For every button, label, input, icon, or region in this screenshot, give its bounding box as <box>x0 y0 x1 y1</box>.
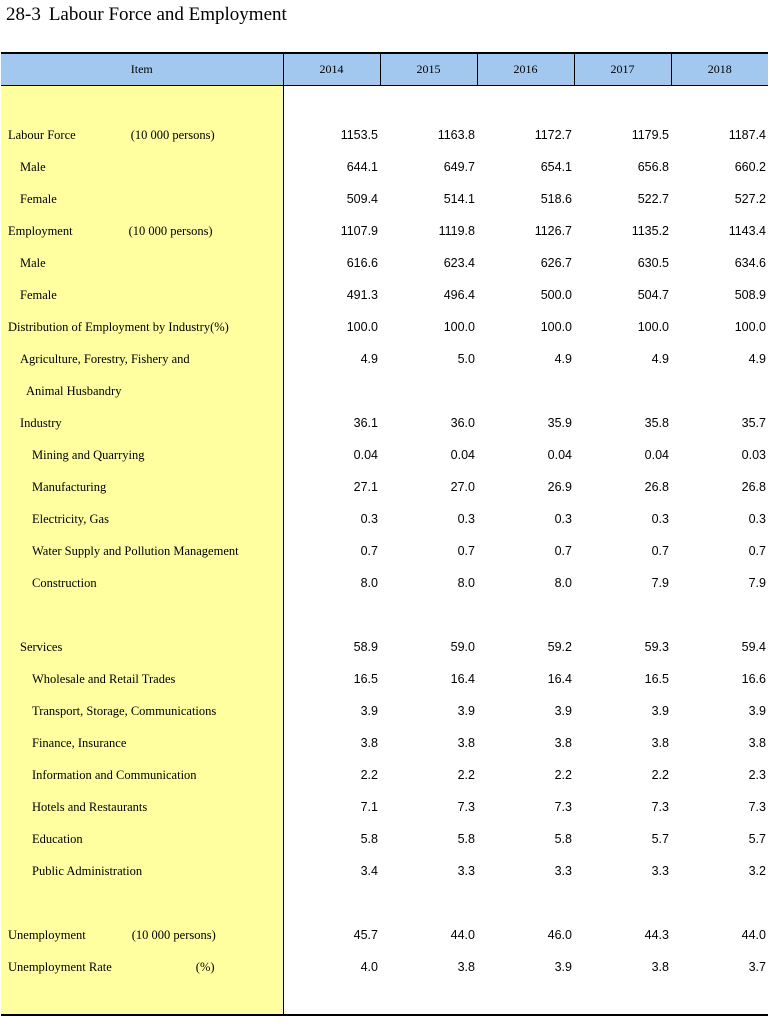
value-cell: 623.4 <box>443 256 475 270</box>
table-row <box>1 695 768 727</box>
value-cell: 100.0 <box>734 320 766 334</box>
value-cell <box>283 599 380 631</box>
item-cell <box>1 951 283 983</box>
row-label: Electricity, Gas <box>32 511 109 526</box>
row-label: Education <box>32 831 83 846</box>
value-cell: 514.1 <box>443 192 475 206</box>
value-cell: 44.3 <box>644 928 669 942</box>
value-cell: 4.9 <box>651 352 669 366</box>
value-cell: 3.8 <box>651 960 669 974</box>
value-cell: 0.04 <box>353 448 378 462</box>
value-cell: 45.7 <box>353 928 378 942</box>
value-cell: 3.3 <box>651 864 669 878</box>
table-row <box>1 151 768 183</box>
value-cell: 7.9 <box>651 576 669 590</box>
column-header-year: 2016 <box>477 53 574 86</box>
item-cell <box>1 823 283 855</box>
table-row <box>1 951 768 983</box>
value-cell: 59.3 <box>644 640 669 654</box>
item-cell <box>1 151 283 183</box>
value-cell <box>283 887 380 919</box>
row-label: Male <box>20 255 46 270</box>
page-title <box>6 4 287 26</box>
item-cell <box>1 663 283 695</box>
table-row <box>1 503 768 535</box>
item-cell <box>1 215 283 247</box>
value-cell: 508.9 <box>734 288 766 302</box>
value-cell <box>380 375 477 407</box>
table-row <box>1 311 768 343</box>
item-cell <box>1 279 283 311</box>
value-cell: 3.7 <box>748 960 766 974</box>
value-cell: 496.4 <box>443 288 475 302</box>
value-cell: 1163.8 <box>437 128 475 142</box>
item-cell <box>1 599 283 631</box>
row-label: Industry <box>20 415 62 430</box>
table-row <box>1 343 768 375</box>
row-label: Labour Force <box>8 127 76 142</box>
value-cell <box>477 887 574 919</box>
item-cell <box>1 86 283 120</box>
table-row <box>1 631 768 663</box>
header-row <box>1 53 768 86</box>
item-cell <box>1 727 283 759</box>
value-cell <box>671 887 768 919</box>
table-row <box>1 791 768 823</box>
row-label: Distribution of Employment by Industry(%) <box>8 319 229 334</box>
value-cell: 3.8 <box>554 736 572 750</box>
value-cell: 5.0 <box>457 352 475 366</box>
value-cell: 660.2 <box>734 160 766 174</box>
item-cell <box>1 887 283 919</box>
item-cell <box>1 919 283 951</box>
table-row <box>1 663 768 695</box>
value-cell: 3.8 <box>651 736 669 750</box>
value-cell: 2.2 <box>554 768 572 782</box>
value-cell: 0.03 <box>741 448 766 462</box>
table-title: Labour Force and Employment <box>48 4 287 25</box>
value-cell: 1179.5 <box>631 128 669 142</box>
value-cell: 35.8 <box>644 416 669 430</box>
item-cell <box>1 375 283 407</box>
value-cell: 2.2 <box>360 768 378 782</box>
value-cell <box>671 599 768 631</box>
value-cell: 0.3 <box>748 512 766 526</box>
value-cell: 7.9 <box>748 576 766 590</box>
value-cell: 100.0 <box>540 320 572 334</box>
item-cell <box>1 983 283 1015</box>
table-row <box>1 727 768 759</box>
table-row <box>1 375 768 407</box>
value-cell <box>671 375 768 407</box>
value-cell: 16.4 <box>547 672 572 686</box>
row-label: Manufacturing <box>32 479 107 494</box>
value-cell <box>574 599 671 631</box>
value-cell: 4.9 <box>748 352 766 366</box>
row-label: Animal Husbandry <box>26 383 122 398</box>
value-cell: 100.0 <box>443 320 475 334</box>
value-cell: 0.04 <box>450 448 475 462</box>
value-cell: 1135.2 <box>631 224 669 238</box>
row-label: Services <box>20 639 63 654</box>
value-cell: 59.0 <box>450 640 475 654</box>
table-row <box>1 759 768 791</box>
value-cell: 2.3 <box>748 768 766 782</box>
value-cell: 3.8 <box>748 736 766 750</box>
value-cell: 649.7 <box>443 160 475 174</box>
table-row <box>1 183 768 215</box>
row-label: Information and Communication <box>32 767 197 782</box>
row-label: Unemployment <box>8 927 86 942</box>
item-cell <box>1 695 283 727</box>
value-cell: 100.0 <box>346 320 378 334</box>
table-row <box>1 247 768 279</box>
value-cell: 3.9 <box>457 704 475 718</box>
item-cell <box>1 247 283 279</box>
value-cell: 0.7 <box>554 544 572 558</box>
value-cell: 0.7 <box>651 544 669 558</box>
value-cell: 0.3 <box>360 512 378 526</box>
value-cell: 3.9 <box>554 960 572 974</box>
row-label: Transport, Storage, Communications <box>32 703 217 718</box>
item-cell <box>1 471 283 503</box>
value-cell: 16.6 <box>741 672 766 686</box>
value-cell: 644.1 <box>346 160 378 174</box>
row-label: Unemployment Rate <box>8 959 112 974</box>
item-cell <box>1 119 283 151</box>
item-cell <box>1 791 283 823</box>
value-cell: 3.9 <box>554 704 572 718</box>
row-label: Wholesale and Retail Trades <box>32 671 176 686</box>
value-cell: 0.7 <box>360 544 378 558</box>
value-cell: 7.1 <box>360 800 378 814</box>
value-cell: 0.7 <box>457 544 475 558</box>
value-cell: 3.8 <box>457 736 475 750</box>
value-cell: 1143.4 <box>728 224 766 238</box>
spacer-row <box>1 86 768 120</box>
value-cell: 3.4 <box>360 864 378 878</box>
item-cell <box>1 759 283 791</box>
value-cell <box>380 599 477 631</box>
value-cell: 518.6 <box>540 192 572 206</box>
value-cell: 1172.7 <box>534 128 572 142</box>
value-cell: 35.9 <box>547 416 572 430</box>
value-cell: 16.4 <box>450 672 475 686</box>
item-cell <box>1 343 283 375</box>
row-unit: (10 000 persons) <box>130 127 215 142</box>
value-cell: 100.0 <box>637 320 669 334</box>
value-cell: 3.3 <box>554 864 572 878</box>
value-cell: 491.3 <box>346 288 378 302</box>
row-label: Public Administration <box>32 863 143 878</box>
value-cell: 8.0 <box>457 576 475 590</box>
value-cell: 8.0 <box>554 576 572 590</box>
column-header-year: 2018 <box>671 53 768 86</box>
value-cell: 26.8 <box>741 480 766 494</box>
value-cell: 3.3 <box>457 864 475 878</box>
value-cell: 7.3 <box>748 800 766 814</box>
row-label: Water Supply and Pollution Management <box>32 543 239 558</box>
value-cell <box>574 887 671 919</box>
value-cell: 35.7 <box>741 416 766 430</box>
row-label: Male <box>20 159 46 174</box>
item-cell <box>1 503 283 535</box>
item-cell <box>1 311 283 343</box>
item-cell <box>1 407 283 439</box>
table-row <box>1 407 768 439</box>
row-unit: (10 000 persons) <box>128 223 213 238</box>
value-cell: 634.6 <box>734 256 766 270</box>
value-cell: 626.7 <box>540 256 572 270</box>
value-cell: 522.7 <box>637 192 669 206</box>
value-cell: 4.0 <box>360 960 378 974</box>
value-cell: 44.0 <box>741 928 766 942</box>
value-cell: 504.7 <box>637 288 669 302</box>
value-cell: 4.9 <box>360 352 378 366</box>
row-label: Construction <box>32 575 97 590</box>
item-cell <box>1 439 283 471</box>
value-cell: 36.1 <box>353 416 378 430</box>
value-cell: 5.8 <box>360 832 378 846</box>
value-cell: 630.5 <box>637 256 669 270</box>
table-row <box>1 567 768 599</box>
item-cell <box>1 855 283 887</box>
value-cell <box>380 887 477 919</box>
row-label: Hotels and Restaurants <box>32 799 148 814</box>
value-cell: 59.4 <box>741 640 766 654</box>
value-cell: 0.3 <box>651 512 669 526</box>
table-row <box>1 439 768 471</box>
table-row <box>1 471 768 503</box>
item-cell <box>1 567 283 599</box>
row-label: Finance, Insurance <box>32 735 127 750</box>
value-cell: 46.0 <box>547 928 572 942</box>
value-cell: 3.9 <box>748 704 766 718</box>
value-cell: 5.7 <box>651 832 669 846</box>
value-cell: 3.2 <box>748 864 766 878</box>
value-cell <box>477 599 574 631</box>
table-row <box>1 119 768 151</box>
value-cell: 0.3 <box>457 512 475 526</box>
row-label: Agriculture, Forestry, Fishery and <box>20 351 190 366</box>
value-cell: 1119.8 <box>438 224 475 238</box>
value-cell: 26.9 <box>547 480 572 494</box>
value-cell: 0.3 <box>554 512 572 526</box>
value-cell: 1187.4 <box>728 128 766 142</box>
value-cell: 0.04 <box>644 448 669 462</box>
column-header-item: Item <box>1 53 283 86</box>
row-unit: (10 000 persons) <box>131 927 216 942</box>
row-label: Female <box>20 287 57 302</box>
row-unit: (%) <box>195 959 215 974</box>
labour-force-table <box>1 52 768 1016</box>
value-cell: 527.2 <box>734 192 766 206</box>
value-cell: 3.8 <box>457 960 475 974</box>
table-number: 28-3 <box>6 4 41 25</box>
item-cell <box>1 631 283 663</box>
value-cell: 3.9 <box>651 704 669 718</box>
table-row <box>1 599 768 631</box>
value-cell: 26.8 <box>644 480 669 494</box>
table-row <box>1 279 768 311</box>
value-cell: 7.3 <box>651 800 669 814</box>
value-cell: 16.5 <box>353 672 378 686</box>
value-cell: 2.2 <box>651 768 669 782</box>
value-cell <box>477 375 574 407</box>
table-row <box>1 535 768 567</box>
value-cell: 0.7 <box>748 544 766 558</box>
value-cell: 616.6 <box>346 256 378 270</box>
value-cell: 27.0 <box>450 480 475 494</box>
table-row <box>1 887 768 919</box>
value-cell: 36.0 <box>450 416 475 430</box>
value-cell: 1126.7 <box>534 224 572 238</box>
column-header-year: 2017 <box>574 53 671 86</box>
value-cell: 500.0 <box>540 288 572 302</box>
value-cell <box>574 375 671 407</box>
value-cell: 58.9 <box>353 640 378 654</box>
value-cell: 27.1 <box>353 480 378 494</box>
value-cell: 656.8 <box>637 160 669 174</box>
value-cell: 7.3 <box>457 800 475 814</box>
table-row <box>1 215 768 247</box>
value-cell: 3.9 <box>360 704 378 718</box>
row-label: Mining and Quarrying <box>32 447 145 462</box>
value-cell: 7.3 <box>554 800 572 814</box>
value-cell: 8.0 <box>360 576 378 590</box>
row-label: Employment <box>8 223 73 238</box>
column-header-year: 2014 <box>283 53 380 86</box>
value-cell: 59.2 <box>547 640 572 654</box>
value-cell: 44.0 <box>450 928 475 942</box>
item-cell <box>1 183 283 215</box>
value-cell: 4.9 <box>554 352 572 366</box>
value-cell: 0.04 <box>547 448 572 462</box>
column-header-year: 2015 <box>380 53 477 86</box>
value-cell: 1153.5 <box>340 128 378 142</box>
value-cell: 16.5 <box>644 672 669 686</box>
item-cell <box>1 535 283 567</box>
value-cell: 2.2 <box>457 768 475 782</box>
value-cell: 1107.9 <box>340 224 378 238</box>
value-cell: 3.8 <box>360 736 378 750</box>
table-row <box>1 823 768 855</box>
value-cell: 5.7 <box>748 832 766 846</box>
value-cell: 5.8 <box>554 832 572 846</box>
value-cell: 654.1 <box>540 160 572 174</box>
value-cell: 5.8 <box>457 832 475 846</box>
value-cell <box>283 375 380 407</box>
row-label: Female <box>20 191 57 206</box>
table-row <box>1 855 768 887</box>
table-row <box>1 919 768 951</box>
value-cell: 509.4 <box>346 192 378 206</box>
spacer-row <box>1 983 768 1015</box>
